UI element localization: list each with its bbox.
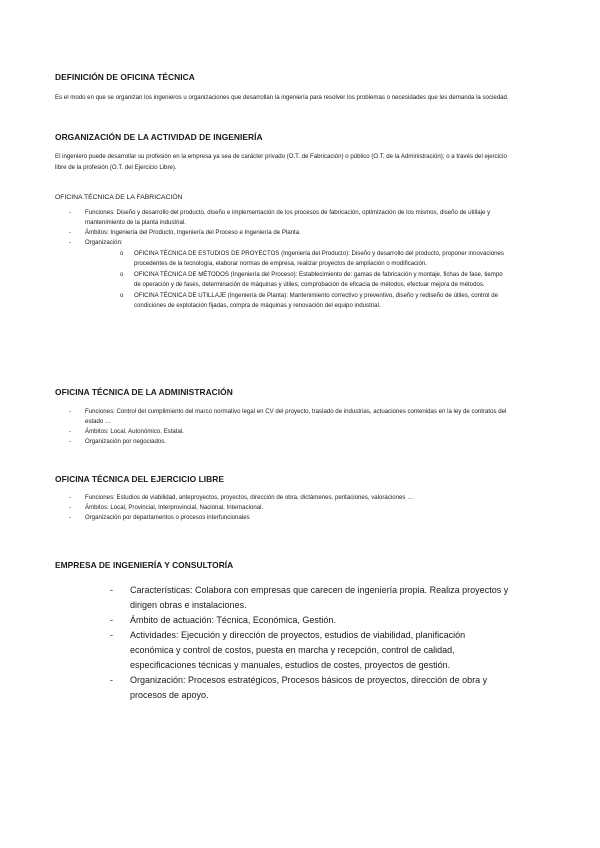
bullet-list xyxy=(55,208,510,311)
paragraph: El ingeniero puede desarrollar su profesión en la empresa ya sea de carácter privado (O.T. de Fabricación) o público (O.T. de la Administración); o a través del ejercicio libre de la profesión (O.T. del Ejercicio Libre). xyxy=(55,153,507,171)
section-organizacion xyxy=(55,132,510,173)
bullet-list xyxy=(55,493,510,523)
list-item: - Ámbitos: Local, Autonómico, Estatal. xyxy=(55,427,510,437)
section-heading: OFICINA TÉCNICA DE LA FABRICACIÓN xyxy=(55,194,183,201)
list-item: - Características: Colabora con empresas que carecen de ingeniería propia. Realiza proyectos y dirigen obras e instalaciones. xyxy=(55,583,510,613)
list-item: - Organización por negociados. xyxy=(55,437,510,447)
list-item: - Funciones: Control del cumplimiento del marco normativo legal en CV del proyecto, traslado de industrias, actuaciones contenidas en la ley de contratos del estado … xyxy=(55,407,510,427)
list-item-label: Organización: xyxy=(85,239,123,246)
bullet-list xyxy=(55,583,510,703)
list-item: - Funciones: Estudios de viabilidad, anteproyectos, proyectos, dirección de obra, dictámenes, peritaciones, valoraciones … xyxy=(55,493,510,503)
section-heading: ORGANIZACIÓN DE LA ACTIVIDAD DE INGENIERÍA xyxy=(55,132,263,142)
bullet-list xyxy=(55,407,510,447)
sub-list-item: o OFICINA TÉCNICA DE UTILLAJE (Ingeniería de Planta): Mantenimiento correctivo y preventivo, diseño y rediseño de útiles, control de condiciones de explotación fijadas, compra de máquinas y renovación del equipo industrial. xyxy=(85,291,510,311)
sub-list xyxy=(85,249,510,311)
section-heading: EMPRESA DE INGENIERÍA Y CONSULTORÍA xyxy=(55,560,234,570)
list-item: - Actividades: Ejecución y dirección de proyectos, estudios de viabilidad, planificación económica y control de costos, puesta en marcha y recepción, control de calidad, especificaciones técnicas y manuales, estudios de costes, proyectos de gestión. xyxy=(55,628,510,673)
list-item: - Organización por departamentos o procesos interfuncionales xyxy=(55,513,510,523)
sub-list-item: o OFICINA TÉCNICA DE MÉTODOS (Ingeniería del Proceso): Establecimiento de: gamas de fabricación y montaje, fichas de fase, tiempo de operación y de fases, determinación de máquinas y útiles, comprobación de eficacia de métodos, efectuar mejora de métodos. xyxy=(85,270,510,290)
section-fabricacion xyxy=(55,194,510,312)
list-item: - Ámbitos: Local, Provincial, Interprovincial, Nacional, Internacional. xyxy=(55,503,510,513)
section-heading: OFICINA TÉCNICA DEL EJERCICIO LIBRE xyxy=(55,474,224,484)
list-item xyxy=(55,238,510,311)
section-administracion xyxy=(55,387,510,447)
list-item: - Ámbitos: Ingeniería del Producto, Ingeniería del Proceso e Ingeniería de Planta. xyxy=(55,228,510,238)
section-heading: DEFINICIÓN DE OFICINA TÉCNICA xyxy=(55,72,195,82)
sub-list-item: o OFICINA TÉCNICA DE ESTUDIOS DE PROYECTOS (Ingeniería del Producto): Diseño y desarrollo del producto, proponer innovaciones procedentes de la tecnología, elaborar normas de empresa, realizar proyectos de ampliación o modificación. xyxy=(85,249,510,269)
section-ejercicio-libre xyxy=(55,474,510,523)
list-item: - Organización: Procesos estratégicos, Procesos básicos de proyectos, dirección de obra y procesos de apoyo. xyxy=(55,673,510,703)
paragraph: Es el modo en que se organizan los ingenieros u organizaciones que desarrollan la ingeniería para resolver los problemas o necesidades que les demanda la sociedad. xyxy=(55,94,509,101)
list-item: - Ámbito de actuación: Técnica, Económica, Gestión. xyxy=(55,613,510,628)
list-item: - Funciones: Diseño y desarrollo del producto, diseño e implementación de los procesos de fabricación, optimización de los mismos, diseño de utillaje y mantenimiento de la planta industrial. xyxy=(55,208,510,228)
section-heading: OFICINA TÉCNICA DE LA ADMINISTRACIÓN xyxy=(55,387,233,397)
section-empresa-ingenieria xyxy=(55,560,510,703)
section-definicion xyxy=(55,72,510,103)
